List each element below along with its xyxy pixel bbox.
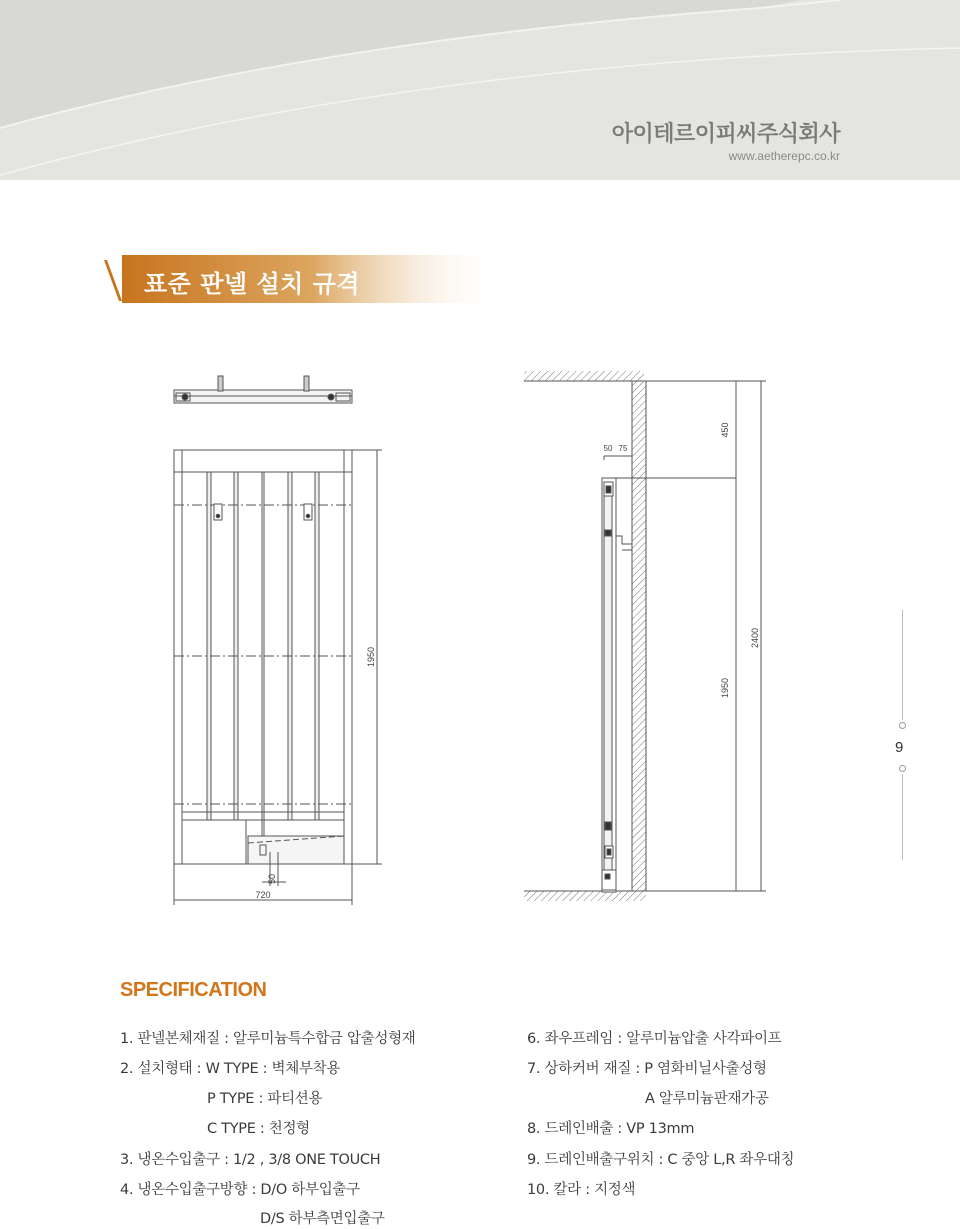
panel-top-view bbox=[174, 376, 352, 403]
spec-right-4: 8. 드레인배출 : VP 13mm bbox=[527, 1121, 695, 1137]
spec-left-7: D/S 하부측면입출구 bbox=[260, 1211, 385, 1227]
side-dim-75: 75 bbox=[618, 444, 628, 453]
spec-right-2: 7. 상하커버 재질 : P 염화비닐사출성형 bbox=[527, 1061, 767, 1077]
spec-left-3: P TYPE : 파티션용 bbox=[207, 1091, 323, 1107]
marker-line-top bbox=[902, 610, 903, 720]
spec-left-4: C TYPE : 천정형 bbox=[207, 1121, 310, 1137]
page-number: 9 bbox=[895, 739, 904, 756]
marker-dot-bottom bbox=[899, 765, 906, 772]
marker-line-bottom bbox=[902, 774, 903, 860]
spec-right-3: A 알루미늄판재가공 bbox=[645, 1091, 769, 1107]
spec-right-6: 10. 칼라 : 지정색 bbox=[527, 1182, 636, 1198]
company-website: www.aetherepc.co.kr bbox=[728, 149, 840, 163]
marker-dot-top bbox=[899, 722, 906, 729]
spec-left-1: 1. 판넬본체재질 : 알루미늄특수합금 압출성형재 bbox=[120, 1031, 416, 1047]
side-dim-50: 50 bbox=[603, 444, 613, 453]
side-dim-1950: 1950 bbox=[720, 677, 730, 699]
header-band bbox=[0, 0, 960, 180]
side-dim-450: 450 bbox=[720, 422, 730, 438]
specification-heading: SPECIFICATION bbox=[120, 979, 267, 1001]
spec-left-2: 2. 설치형태 : W TYPE : 벽체부착용 bbox=[120, 1061, 341, 1077]
spec-left-6: 4. 냉온수입출구방향 : D/O 하부입출구 bbox=[120, 1182, 360, 1198]
spec-right-5: 9. 드레인배출구위치 : C 중앙 L,R 좌우대칭 bbox=[527, 1152, 795, 1168]
front-offset-dim: 50 bbox=[267, 873, 277, 885]
page-side-marker bbox=[896, 610, 910, 860]
front-height-dim: 1950 bbox=[366, 646, 376, 668]
panel-front-view bbox=[174, 450, 382, 905]
front-width-dim: 720 bbox=[255, 890, 271, 900]
panel-side-view bbox=[524, 371, 766, 901]
spec-left-5: 3. 냉온수입출구 : 1/2 , 3/8 ONE TOUCH bbox=[120, 1152, 381, 1168]
side-dim-2400: 2400 bbox=[750, 627, 760, 649]
spec-right-1: 6. 좌우프레임 : 알루미늄압출 사각파이프 bbox=[527, 1031, 782, 1047]
section-title: 표준 판넬 설치 규격 bbox=[144, 270, 361, 298]
company-name: 아이테르이피씨주식회사 bbox=[611, 122, 840, 147]
installation-drawings bbox=[0, 360, 960, 920]
section-title-banner bbox=[104, 255, 504, 303]
